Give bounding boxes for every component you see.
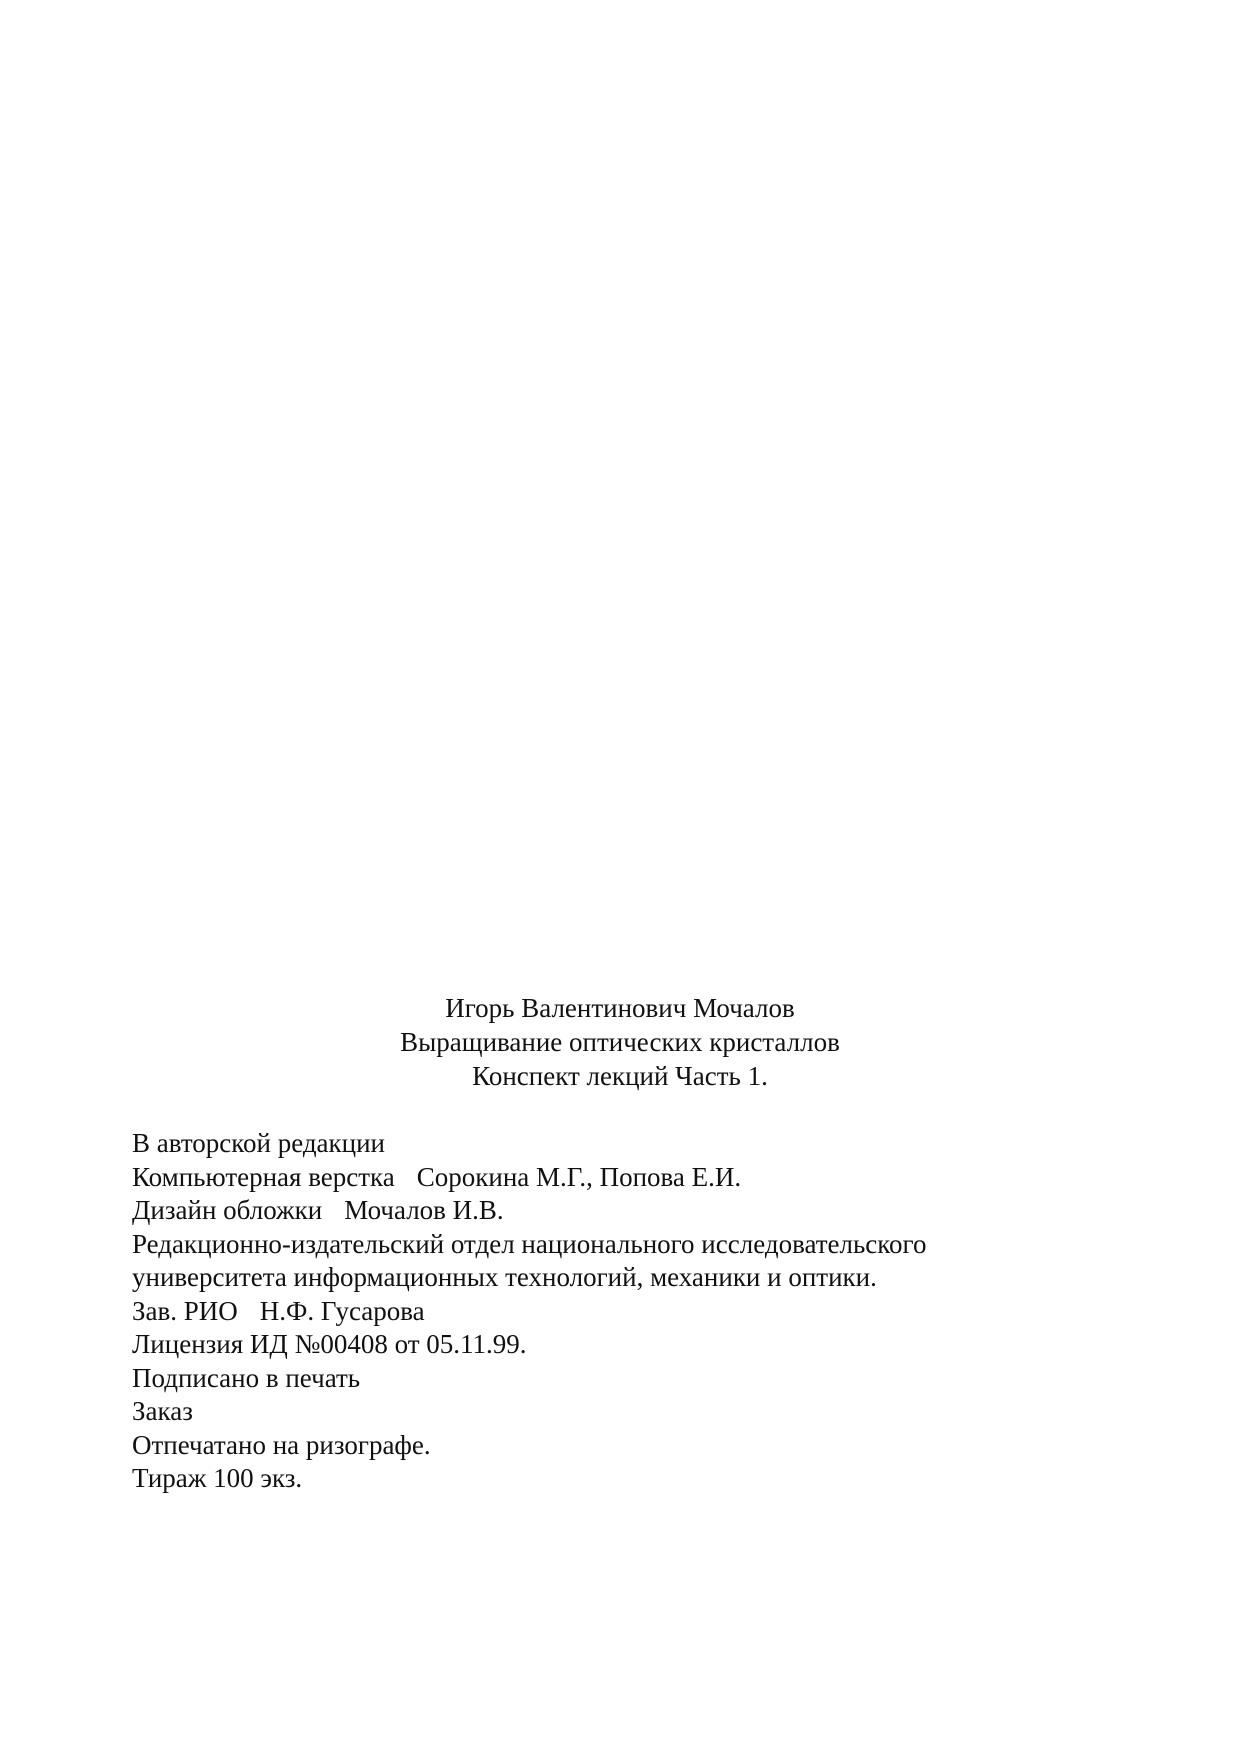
layout-value: Сорокина М.Г., Попова Е.И. bbox=[416, 1161, 742, 1192]
title-block bbox=[0, 991, 1240, 1093]
layout-label: Компьютерная верстка bbox=[132, 1161, 395, 1192]
layout-credit bbox=[132, 1161, 1132, 1195]
printed-line: Отпечатано на ризографе. bbox=[132, 1429, 431, 1460]
book-title: Выращивание оптических кристаллов bbox=[400, 1027, 840, 1057]
license-line: Лицензия ИД №00408 от 05.11.99. bbox=[132, 1329, 527, 1359]
cover-design-label: Дизайн обложки bbox=[132, 1195, 323, 1225]
cover-design-value: Мочалов И.В. bbox=[344, 1195, 504, 1225]
order-line: Заказ bbox=[132, 1396, 193, 1426]
head-rio-value: Н.Ф. Гусарова bbox=[259, 1295, 425, 1326]
signed-line: Подписано в печать bbox=[132, 1362, 361, 1393]
cover-design-credit bbox=[132, 1194, 1132, 1228]
head-rio-label: Зав. РИО bbox=[132, 1295, 238, 1326]
editorial-note: В авторской редакции bbox=[132, 1128, 386, 1158]
imprint-block bbox=[132, 1127, 1132, 1496]
publisher-line-2: университета информационных технологий, механики и оптики. bbox=[132, 1262, 877, 1292]
head-rio-credit bbox=[132, 1295, 1132, 1329]
book-subtitle: Конспект лекций Часть 1. bbox=[472, 1061, 768, 1091]
publisher-line-1: Редакционно-издательский отдел национального исследовательского bbox=[132, 1228, 927, 1259]
author-name: Игорь Валентинович Мочалов bbox=[445, 993, 795, 1023]
circulation-line: Тираж 100 экз. bbox=[132, 1463, 303, 1493]
